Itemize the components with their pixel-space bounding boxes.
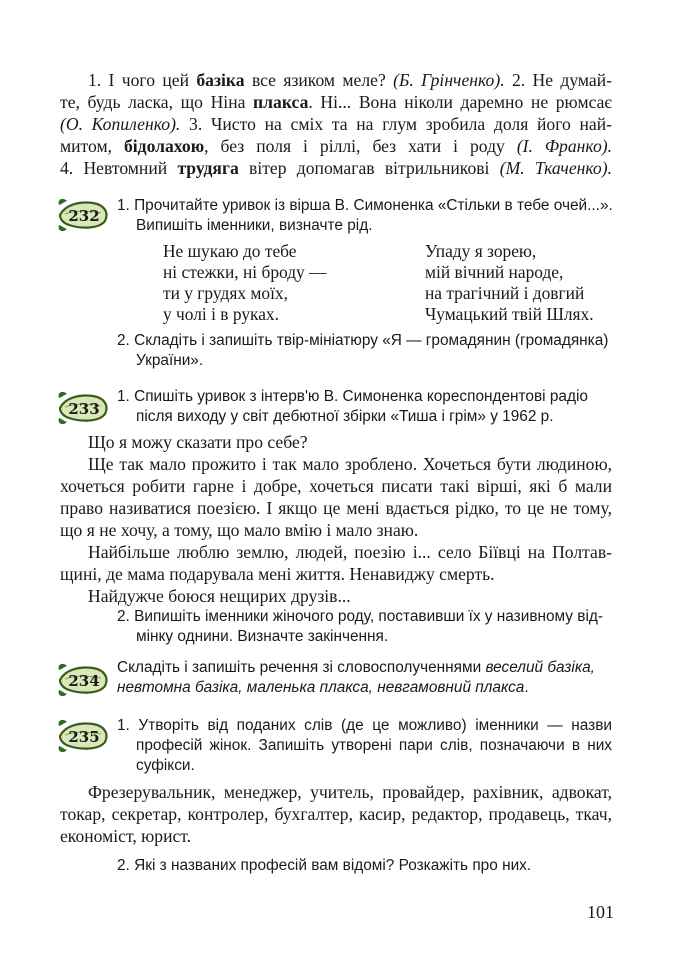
task-235-1-cont: професій жінок. Запишіть утворені пари слів, позначаючи в них xyxy=(136,737,612,754)
task-233-2: 2. Випишіть іменники жіночого роду, поставивши їх у називному від- xyxy=(117,608,603,625)
leaf-badge-icon xyxy=(55,388,111,428)
task-232-1: 1. Прочитайте уривок із вірша В. Симоненка «Стільки в тебе очей...». xyxy=(117,197,613,214)
interview-line: що я не хочу, а тому, що мало вмію і мало знаю. xyxy=(60,520,419,540)
exercise-number-badge xyxy=(55,660,111,700)
task-234-cont: невтомна базіка, маленька плакса, невгамовний плакса. xyxy=(117,679,529,696)
professions-line: економіст, юрист. xyxy=(60,826,192,846)
interview-line: хочеться робити гарне і добре, хочеться писати такі вірші, які б мали xyxy=(60,476,612,496)
task-233-2-cont: мінку однини. Визначте закінчення. xyxy=(136,628,389,645)
leaf-badge-icon xyxy=(55,660,111,700)
svg-text:232: 232 xyxy=(68,207,100,225)
task-233-1: 1. Спишіть уривок з інтерв'ю В. Симоненка кореспондентові радіо xyxy=(117,388,588,405)
task-232-2-cont: України». xyxy=(136,352,204,369)
page-number: 101 xyxy=(587,902,614,922)
svg-text:235: 235 xyxy=(68,728,100,746)
svg-text:233: 233 xyxy=(68,400,100,418)
interview-line: Найбільше люблю землю, людей, поезію і... село Біївці на Полтав- xyxy=(88,542,612,562)
task-235-2: 2. Які з названих професій вам відомі? Розкажіть про них. xyxy=(117,857,532,874)
task-235-1-cont: суфікси. xyxy=(136,757,195,774)
task-232-2: 2. Складіть і запишіть твір-мініатюру «Я — громадянин (громадянка) xyxy=(117,332,609,349)
task-235-1: 1. Утворіть від поданих слів (де це можливо) іменники — назви xyxy=(117,717,612,734)
interview-line: щині, де мама подарувала мені життя. Ненавиджу смерть. xyxy=(60,564,495,584)
leaf-badge-icon xyxy=(55,716,111,756)
intro-line: 4. Невтомний трудяга вітер допомагав вітрильникові (М. Ткаченко). xyxy=(60,158,612,178)
svg-text:234: 234 xyxy=(68,672,100,690)
intro-line: 1. І чого цей базіка все язиком меле? (Б. Грінченко). 2. Не думай- xyxy=(88,70,612,90)
intro-line: те, будь ласка, що Ніна плакса. Ні... Вона ніколи даремно не рюмсає xyxy=(60,92,612,112)
interview-paragraph: Що я можу сказати про себе? xyxy=(88,432,308,452)
interview-line: Найдужче боюся нещирих друзів... xyxy=(88,586,351,606)
task-232-1-cont: Випишіть іменники, визначте рід. xyxy=(136,217,373,234)
interview-line: Ще так мало прожито і так мало зроблено. Хочеться бути людиною, xyxy=(88,454,612,474)
professions-line: токар, секретар, контролер, бухгалтер, касир, редактор, продавець, ткач, xyxy=(60,804,612,824)
interview-line: право називатися поезією. І якщо це мені вдається рідко, то це не тому, xyxy=(60,498,612,518)
exercise-number-badge xyxy=(55,716,111,756)
poem-left-column: Не шукаю до тебе ні стежки, ні броду — ти у грудях моїх, у чолі і в руках. xyxy=(163,241,327,324)
poem-right-column: Упаду я зорею, мій вічний народе, на трагічний і довгий Чумацький твій Шлях. xyxy=(425,241,594,324)
exercise-number-badge xyxy=(55,195,111,235)
intro-line: митом, бідолахою, без поля і ріллі, без хати і роду (І. Франко). xyxy=(60,136,612,156)
task-234: Складіть і запишіть речення зі словосполученнями веселий базіка, xyxy=(117,659,595,676)
professions-line: Фрезерувальник, менеджер, учитель, провайдер, рахівник, адвокат, xyxy=(88,782,612,802)
exercise-number-badge xyxy=(55,388,111,428)
intro-line: (О. Копиленко). 3. Чисто на сміх та на глум зробила доля його най- xyxy=(60,114,612,134)
leaf-badge-icon xyxy=(55,195,111,235)
task-233-1-cont: після виходу у світ дебютної збірки «Тиша і грім» у 1962 р. xyxy=(136,408,554,425)
